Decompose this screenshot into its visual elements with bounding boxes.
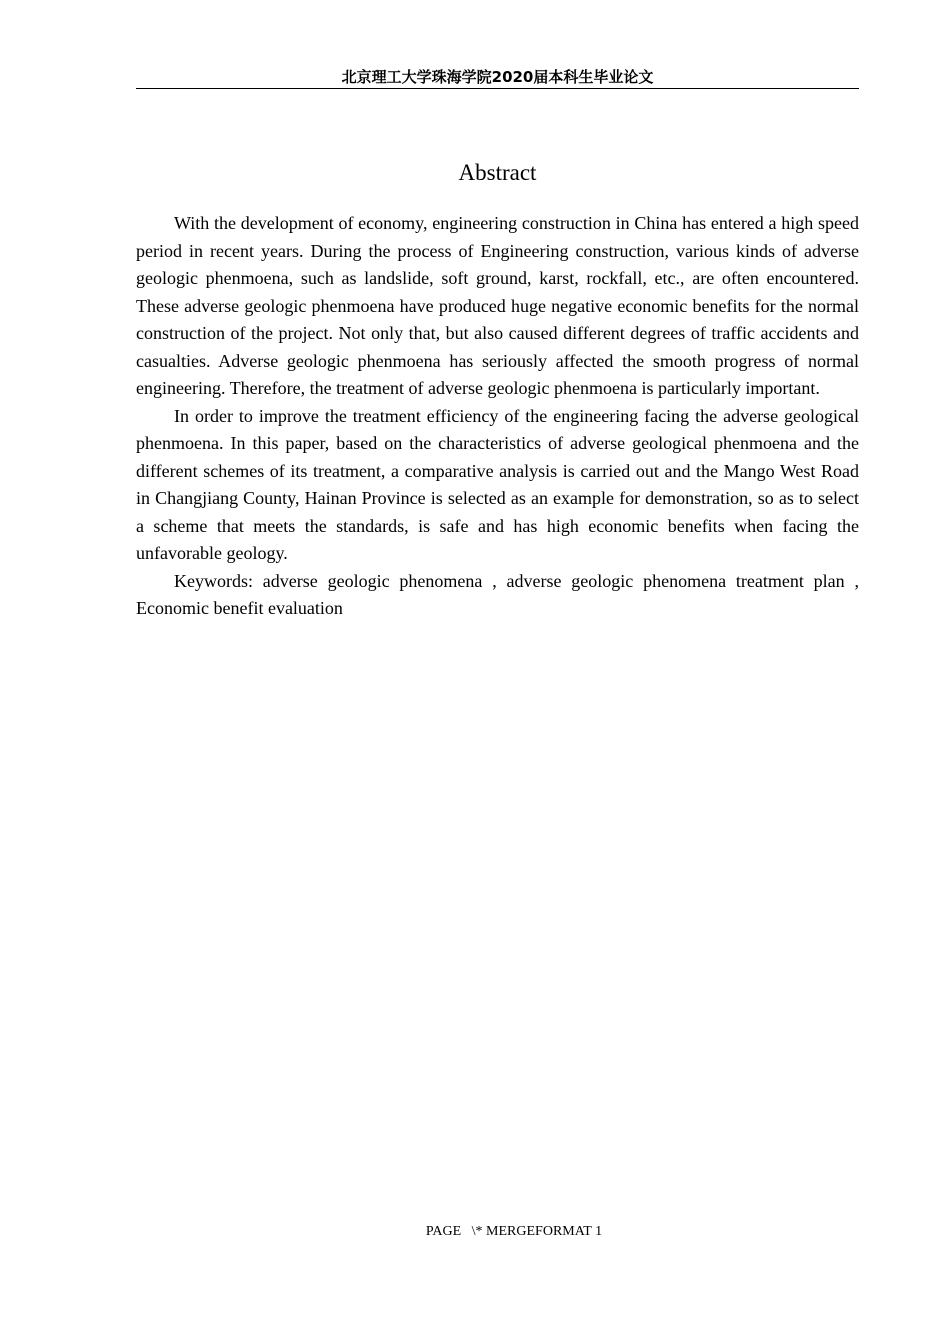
- abstract-paragraph-2: In order to improve the treatment efficiency of the engineering facing the adverse geological phenmoena. In this paper, based on the characteristics of adverse geological phenmoena and the different schemes of its treatment, a comparative analysis is carried out and the Mango West Road in Changjiang County, Hainan Province is selected as an example for demonstration, so as to select a scheme that meets the standards, is safe and has high economic benefits when facing the unfavorable geology.: [136, 405, 859, 563]
- keywords-paragraph: Keywords: adverse geologic phenomena , adverse geologic phenomena treatment plan , Economic benefit evaluation: [136, 570, 859, 618]
- abstract-body: [136, 210, 859, 623]
- abstract-title: Abstract: [458, 160, 537, 185]
- header-text: 北京理工大学珠海学院2020届本科生毕业论文: [341, 68, 654, 86]
- page-number-field: PAGE \* MERGEFORMAT 1: [425, 1224, 603, 1239]
- abstract-paragraph-1: With the development of economy, engineering construction in China has entered a high speed period in recent years. During the process of Engineering construction, various kinds of adverse geologic phenmoena, such as landslide, soft ground, karst, rockfall, etc., are often encountered. These adverse geologic phenmoena have produced huge negative economic benefits for the normal construction of the project. Not only that, but also caused different degrees of traffic accidents and casualties. Adverse geologic phenmoena has seriously affected the smooth progress of normal engineering. Therefore, the treatment of adverse geologic phenmoena is particularly important.: [136, 213, 859, 398]
- page-footer: [0, 1222, 950, 1242]
- page-header: [136, 66, 859, 89]
